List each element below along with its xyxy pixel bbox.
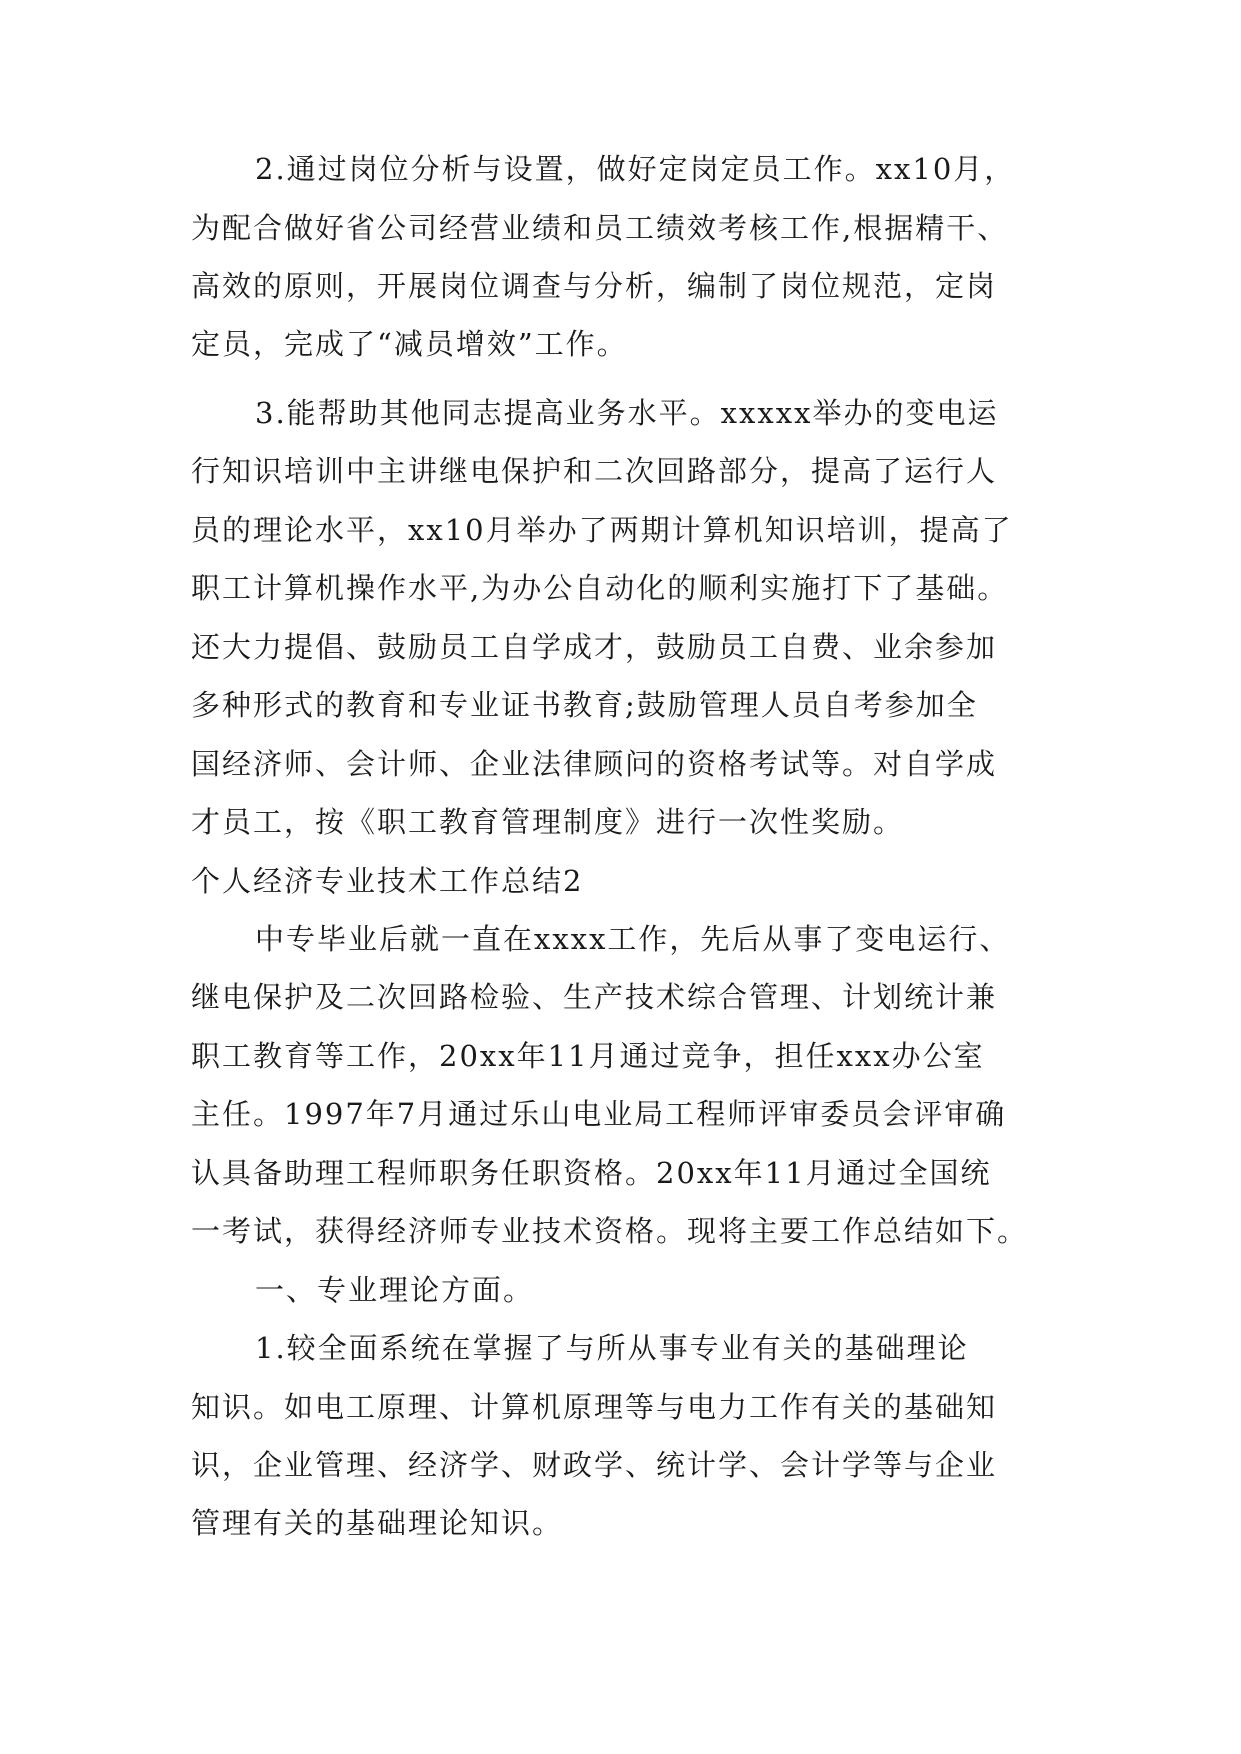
text-line: 国经济师、会计师、企业法律顾问的资格考试等。对自学成: [191, 747, 998, 781]
text-line: 行知识培训中主讲继电保护和二次回路部分，提高了运行人: [191, 454, 998, 488]
text-line: 中专毕业后就一直在xxxx工作，先后从事了变电运行、: [255, 922, 1011, 956]
text-line: 管理有关的基础理论知识。: [191, 1506, 564, 1540]
text-line: 3.能帮助其他同志提高业务水平。xxxxx举办的变电运: [255, 396, 999, 430]
text-line: 高效的原则，开展岗位调查与分析，编制了岗位规范，定岗: [191, 269, 998, 303]
text-line: 一考试，获得经济师专业技术资格。现将主要工作总结如下。: [191, 1214, 1029, 1248]
text-line: 定员，完成了“减员增效”工作。: [191, 327, 628, 361]
subheading: 一、专业理论方面。: [255, 1273, 535, 1307]
text-line: 主任。1997年7月通过乐山电业局工程师评审委员会评审确: [191, 1097, 1007, 1131]
text-line: 2.通过岗位分析与设置，做好定岗定员工作。xx10月，: [255, 152, 1016, 186]
text-line: 为配合做好省公司经营业绩和员工绩效考核工作,根据精干、: [191, 211, 1009, 245]
text-line: 还大力提倡、鼓励员工自学成才，鼓励员工自费、业余参加: [191, 630, 998, 664]
text-line: 员的理论水平，xx10月举办了两期计算机知识培训，提高了: [191, 513, 1013, 547]
text-line: 才员工，按《职工教育管理制度》进行一次性奖励。: [191, 805, 905, 839]
text-line: 知识。如电工原理、计算机原理等与电力工作有关的基础知: [191, 1390, 998, 1424]
section-heading: 个人经济专业技术工作总结2: [191, 864, 584, 898]
text-line: 多种形式的教育和专业证书教育;鼓励管理人员自考参加全: [191, 688, 978, 722]
text-line: 1.较全面系统在掌握了与所从事专业有关的基础理论: [255, 1331, 969, 1365]
text-line: 识，企业管理、经济学、财政学、统计学、会计学等与企业: [191, 1448, 998, 1482]
text-line: 认具备助理工程师职务任职资格。20xx年11月通过全国统: [191, 1156, 992, 1190]
text-line: 职工计算机操作水平,为办公自动化的顺利实施打下了基础。: [191, 571, 1009, 605]
text-line: 职工教育等工作，20xx年11月通过竞争，担任xxx办公室: [191, 1039, 985, 1073]
text-line: 继电保护及二次回路检验、生产技术综合管理、计划统计兼: [191, 980, 998, 1014]
